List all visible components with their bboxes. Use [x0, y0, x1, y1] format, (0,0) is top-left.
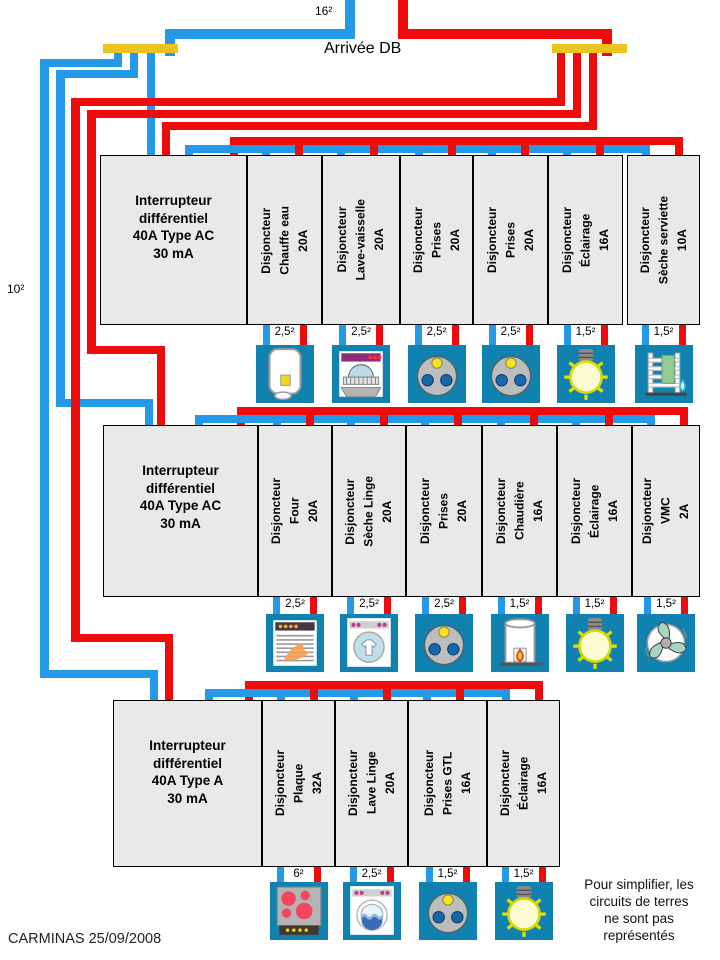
socket-icon: [419, 882, 477, 940]
wire-neutral: [145, 399, 153, 425]
wire-phase: [87, 110, 581, 118]
differential-switch-label-line: 30 mA: [153, 245, 194, 261]
differential-switch-label-line: différentiel: [152, 755, 222, 771]
neutral-drop: [277, 689, 285, 700]
wire-phase: [87, 110, 96, 354]
breaker: [632, 425, 700, 597]
breaker: [247, 155, 322, 325]
neutral-drop: [642, 145, 650, 155]
socket-icon: [482, 345, 540, 403]
differential-switch-label-line: Interrupteur: [149, 738, 226, 753]
differential-switch-label: [133, 192, 214, 262]
differential-switch-label-line: 30 mA: [160, 515, 201, 531]
breaker-label-line: 16A: [530, 499, 545, 522]
oven-icon: [266, 614, 324, 672]
washing-machine-icon: [343, 882, 401, 940]
breaker-label-line: Disjoncteur: [269, 477, 284, 544]
phase-drop: [383, 681, 391, 700]
breaker-label-line: Éclairage: [516, 756, 531, 811]
phase-branch: [610, 597, 617, 614]
wire-neutral: [40, 670, 158, 678]
breaker-label: [344, 750, 400, 816]
wire-gauge-label: 1,5²: [653, 326, 674, 338]
breaker-label-line: Disjoncteur: [559, 206, 574, 273]
breaker-label-line: 2A: [677, 503, 692, 519]
wire-phase: [71, 98, 565, 106]
note-line: ne sont pas: [604, 910, 674, 926]
wire-gauge-label: 2,5²: [359, 598, 379, 610]
neutral-drop: [415, 145, 423, 155]
phase-drop: [370, 137, 378, 155]
wire-neutral: [40, 59, 122, 67]
neutral-branch: [273, 597, 280, 614]
note-line: circuits de terres: [589, 893, 689, 909]
neutral-branch: [263, 325, 270, 345]
breaker-label-line: Plaque: [291, 763, 306, 804]
wire-phase: [71, 98, 80, 642]
light-bulb-icon: [566, 614, 624, 672]
breaker-label-line: VMC: [658, 497, 673, 525]
phase-drop: [530, 407, 538, 425]
wire-gauge-label: 1,5²: [584, 598, 605, 610]
wire-gauge-label: 2,5²: [500, 326, 521, 338]
phase-drop: [535, 681, 543, 700]
breaker-label-line: Disjoncteur: [410, 206, 425, 273]
wire-neutral-incoming: [165, 29, 355, 39]
neutral-branch: [564, 325, 571, 345]
wire-gauge-label: 2,5²: [434, 598, 454, 610]
wire-neutral: [56, 70, 65, 407]
breaker-label-line: Lave-vaisselle: [353, 199, 368, 281]
phase-branch: [535, 597, 542, 614]
breaker-label-line: 10A: [674, 229, 689, 252]
wire-phase: [162, 122, 597, 130]
neutral-branch: [502, 867, 509, 882]
differential-switch-label-line: différentiel: [145, 480, 215, 496]
phase-drop: [605, 407, 613, 425]
wire-gauge-label: 2,5²: [351, 326, 371, 338]
neutral-drop: [423, 689, 431, 700]
phase-drop: [310, 681, 318, 700]
wire-phase-incoming: [398, 29, 612, 39]
wire-gauge-label: 2,5²: [285, 598, 305, 610]
phase-drop: [680, 407, 688, 425]
breaker-label-line: 20A: [380, 500, 395, 523]
breaker: [482, 425, 557, 597]
neutral-drop: [497, 415, 505, 425]
neutral-branch: [422, 597, 429, 614]
breaker-label-line: Prises GTL: [440, 751, 455, 816]
breaker-label-line: 16A: [605, 499, 620, 522]
phase-branch: [384, 597, 391, 614]
phase-branch: [459, 597, 466, 614]
wire-neutral: [150, 672, 158, 700]
breaker: [487, 700, 560, 867]
breaker-label-line: Prises: [436, 492, 451, 530]
phase-branch: [314, 867, 321, 882]
phase-drop: [675, 137, 683, 155]
differential-switch-label-line: différentiel: [138, 210, 208, 226]
phase-branch: [539, 867, 546, 882]
neutral-drop: [488, 145, 496, 155]
breaker: [335, 700, 408, 867]
wire-gauge-label: 1,5²: [575, 326, 596, 338]
differential-switch: [113, 700, 262, 867]
breaker-label-line: 20A: [455, 499, 470, 522]
wire-neutral: [56, 70, 138, 78]
wire-phase: [589, 53, 597, 130]
neutral-drop: [273, 415, 281, 425]
feed-gauge-left-label: 10²: [7, 282, 25, 296]
differential-switch-label-line: Interrupteur: [142, 463, 219, 478]
breaker-label-line: Chaudière: [512, 481, 527, 541]
wire-gauge-label: 1,5²: [509, 598, 530, 610]
neutral-branch: [415, 325, 422, 345]
wire-phase: [165, 634, 173, 700]
phase-branch: [463, 867, 470, 882]
phase-drop: [454, 407, 462, 425]
wire-phase: [87, 346, 165, 354]
breaker-label-line: Disjoncteur: [272, 750, 287, 817]
note-line: Pour simplifier, les: [584, 877, 694, 892]
breaker: [548, 155, 623, 325]
phase-rail: [245, 681, 543, 689]
breaker-label: [636, 196, 692, 284]
boiler-icon: [491, 614, 549, 672]
breaker: [322, 155, 400, 325]
differential-switch: [103, 425, 258, 597]
breaker-label: [341, 476, 397, 547]
phase-branch: [601, 325, 608, 345]
breaker-label-line: Sèche Linge: [361, 475, 376, 547]
breaker-label-line: Disjoncteur: [335, 207, 350, 274]
breaker-label: [483, 207, 539, 273]
breaker: [473, 155, 548, 325]
neutral-drop: [337, 145, 345, 155]
phase-branch: [376, 325, 383, 345]
breaker-label: [257, 206, 313, 275]
wire-phase: [71, 634, 173, 642]
neutral-drop: [647, 415, 655, 425]
wire-neutral: [40, 59, 49, 676]
breaker-label: [271, 750, 327, 816]
breaker-label: [638, 478, 694, 544]
phase-drop: [306, 407, 314, 425]
busbar-right: [552, 44, 627, 53]
phase-drop: [295, 137, 303, 155]
arrival-db-label: Arrivée DB: [324, 40, 402, 57]
breaker: [258, 425, 332, 597]
breaker-label-line: 16A: [596, 228, 611, 251]
neutral-drop: [502, 689, 510, 700]
light-bulb-icon: [495, 882, 553, 940]
breaker-label: [420, 750, 476, 816]
note-line: représentés: [603, 927, 675, 943]
wire-gauge-label: 2,5²: [274, 326, 295, 338]
phase-drop: [456, 681, 464, 700]
breaker-label: [409, 207, 465, 273]
breaker-label-line: Disjoncteur: [484, 206, 499, 273]
neutral-branch: [644, 597, 651, 614]
breaker-label-line: Disjoncteur: [637, 207, 652, 274]
differential-switch-label: [149, 737, 226, 807]
breaker-label-line: Disjoncteur: [493, 477, 508, 544]
fan-icon: [637, 614, 695, 672]
neutral-drop: [563, 145, 571, 155]
neutral-branch: [350, 867, 357, 882]
phase-branch: [679, 325, 686, 345]
breaker: [627, 155, 700, 325]
phase-drop: [380, 407, 388, 425]
wire-phase: [157, 346, 165, 425]
wire-phase: [162, 122, 170, 155]
phase-branch: [452, 325, 459, 345]
wire-gauge-label: 1,5²: [437, 868, 458, 880]
neutral-drop: [262, 145, 270, 155]
breaker-label: [333, 199, 389, 280]
wire-gauge-label: 2,5²: [426, 326, 447, 338]
breaker-label-line: 16A: [534, 772, 549, 795]
breaker: [406, 425, 482, 597]
neutral-branch: [573, 597, 580, 614]
neutral-drop: [347, 415, 355, 425]
breaker-label-line: Lave Linge: [364, 752, 379, 815]
differential-switch-label-line: 40A Type AC: [132, 228, 215, 244]
breaker-label-line: Disjoncteur: [343, 478, 358, 545]
phase-branch: [681, 597, 688, 614]
phase-branch: [300, 325, 307, 345]
wire-gauge-label: 1,5²: [513, 868, 534, 880]
neutral-drop: [350, 689, 358, 700]
neutral-drop: [421, 415, 429, 425]
breaker-label-line: Sèche serviette: [656, 195, 671, 285]
breaker-label-line: 20A: [372, 229, 387, 252]
busbar-left: [103, 44, 178, 53]
breaker-label-line: Chauffe eau: [277, 205, 292, 275]
differential-switch-label-line: Interrupteur: [135, 193, 212, 208]
breaker-label-line: Disjoncteur: [640, 477, 655, 544]
neutral-branch: [426, 867, 433, 882]
phase-branch: [526, 325, 533, 345]
neutral-branch: [339, 325, 346, 345]
breaker-label: [267, 478, 323, 544]
breaker: [332, 425, 406, 597]
breaker-label: [492, 478, 548, 544]
phase-drop: [448, 137, 456, 155]
breaker-label-line: 20A: [382, 772, 397, 795]
differential-switch: [100, 155, 247, 325]
breaker-label-line: Éclairage: [578, 213, 593, 267]
breaker-label-line: Éclairage: [587, 484, 602, 538]
breaker-label-line: Disjoncteur: [568, 477, 583, 544]
water-heater-icon: [256, 345, 314, 403]
differential-switch-label-line: 30 mA: [167, 790, 208, 806]
breaker-label-line: 32A: [309, 772, 324, 795]
breaker-label-line: Disjoncteur: [421, 750, 436, 817]
wire-gauge-label: 2,5²: [361, 868, 382, 880]
breaker-label-line: Disjoncteur: [258, 207, 273, 274]
light-bulb-icon: [557, 345, 615, 403]
breaker-label-line: Prises: [503, 221, 518, 259]
breaker: [408, 700, 487, 867]
earth-circuits-note: [560, 877, 718, 945]
breaker-label-line: 20A: [447, 228, 462, 251]
socket-icon: [408, 345, 466, 403]
cooktop-icon: [270, 882, 328, 940]
breaker-label-line: 20A: [521, 228, 536, 251]
feed-gauge-top-label: 16²: [315, 4, 333, 18]
neutral-branch: [347, 597, 354, 614]
breaker-label-line: Disjoncteur: [497, 750, 512, 817]
tumble-dryer-icon: [340, 614, 398, 672]
breaker-label-line: Disjoncteur: [345, 750, 360, 817]
socket-icon: [415, 614, 473, 672]
wire-phase: [573, 53, 581, 118]
neutral-branch: [277, 867, 284, 882]
wire-gauge-label: 6²: [293, 868, 304, 880]
breaker-label-line: Disjoncteur: [418, 477, 433, 544]
differential-switch-label: [140, 462, 221, 532]
phase-branch: [310, 597, 317, 614]
neutral-drop: [572, 415, 580, 425]
wire-gauge-label: 1,5²: [656, 598, 676, 610]
breaker-label-line: Four: [287, 497, 302, 525]
breaker-label-line: 20A: [306, 499, 321, 522]
neutral-branch: [489, 325, 496, 345]
towel-dryer-icon: [635, 345, 693, 403]
phase-drop: [521, 137, 529, 155]
breaker-label: [416, 478, 472, 544]
credit-label: CARMINAS 25/09/2008: [8, 931, 162, 947]
breaker-label: [567, 478, 623, 544]
breaker: [262, 700, 335, 867]
differential-switch-label-line: 40A Type AC: [139, 498, 222, 514]
breaker-label-line: 16A: [458, 772, 473, 795]
breaker: [557, 425, 632, 597]
phase-branch: [387, 867, 394, 882]
neutral-branch: [642, 325, 649, 345]
breaker-label-line: Prises: [429, 221, 444, 259]
breaker-label-line: 20A: [295, 229, 310, 252]
phase-rail: [237, 407, 688, 415]
dishwasher-icon: [332, 345, 390, 403]
breaker-label: [558, 207, 614, 273]
phase-drop: [596, 137, 604, 155]
breaker: [400, 155, 473, 325]
breaker-label: [496, 750, 552, 816]
neutral-branch: [498, 597, 505, 614]
differential-switch-label-line: 40A Type A: [151, 773, 224, 789]
